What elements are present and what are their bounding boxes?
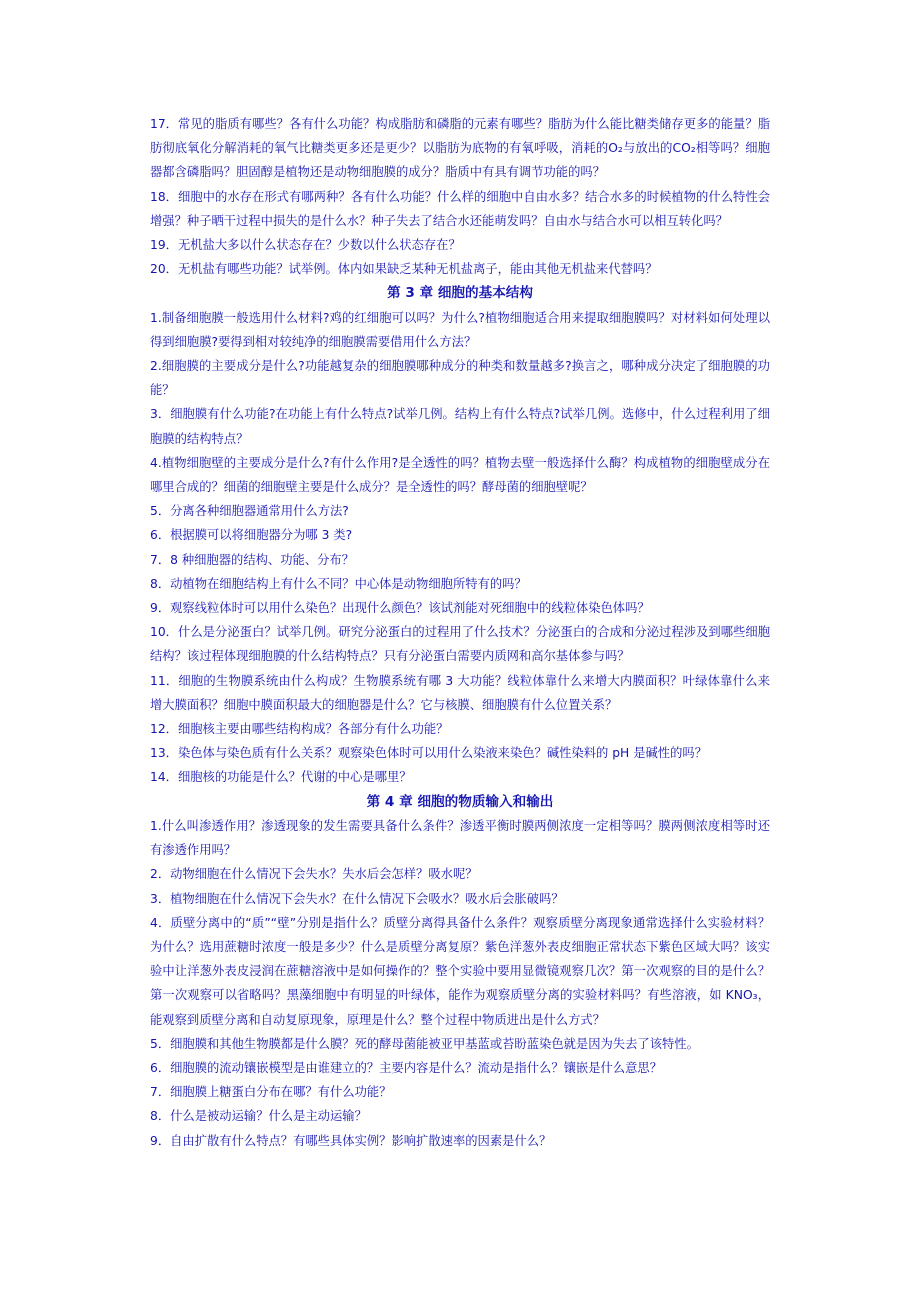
question-2-20: 20．无机盐有哪些功能？试举例。体内如果缺乏某种无机盐离子，能由其他无机盐来代替吗？ bbox=[150, 262, 658, 277]
question-2-19: 19．无机盐大多以什么状态存在？少数以什么状态存在？ bbox=[150, 238, 461, 253]
question-3-4: 4.植物细胞壁的主要成分是什么?有什么作用?是全透性的吗？植物去壁一般选择什么酶？构成植物的细胞壁成分在哪里合成的？细菌的细胞壁主要是什么成分？是全透性的吗？酵母菌的细胞壁呢？ bbox=[150, 455, 770, 495]
question-2-17: 17．常见的脂质有哪些？各有什么功能？构成脂肪和磷脂的元素有哪些？脂肪为什么能比糖类储存更多的能量？脂肪彻底氧化分解消耗的氧气比糖类更多还是更少？以脂肪为底物的有氧呼吸，消耗的O₂与放出的CO₂相等吗？细胞器都含磷脂吗？胆固醇是植物还是动物细胞膜的成分？脂质中有具有调节功能的吗？ bbox=[150, 117, 770, 180]
document-page bbox=[150, 112, 770, 1153]
question-3-1: 1.制备细胞膜一般选用什么材料?鸡的红细胞可以吗？为什么?植物细胞适合用来提取细胞膜吗？对材料如何处理以得到细胞膜?要得到相对较纯净的细胞膜需要借用什么方法？ bbox=[150, 310, 770, 349]
chapter-4-heading: 第 4 章 细胞的物质输入和输出 bbox=[366, 793, 554, 810]
chapter-3-heading: 第 3 章 细胞的基本结构 bbox=[387, 285, 533, 302]
question-4-5: 5．细胞膜和其他生物膜都是什么膜？死的酵母菌能被亚甲基蓝或苔盼蓝染色就是因为失去了该特性。 bbox=[150, 1036, 699, 1051]
question-2-18: 18．细胞中的水存在形式有哪两种？各有什么功能？什么样的细胞中自由水多？结合水多的时候植物的什么特性会增强？种子晒干过程中损失的是什么水？种子失去了结合水还能萌发吗？自由水与结合水可以相互转化吗？ bbox=[150, 189, 770, 228]
question-4-2: 2．动物细胞在什么情况下会失水？失水后会怎样？吸水呢？ bbox=[150, 867, 478, 882]
question-4-6: 6．细胞膜的流动镶嵌模型是由谁建立的？主要内容是什么？流动是指什么？镶嵌是什么意思？ bbox=[150, 1060, 662, 1075]
question-4-3: 3．植物细胞在什么情况下会失水？在什么情况下会吸水？吸水后会胀破吗？ bbox=[150, 891, 564, 906]
chapter-3-questions bbox=[150, 306, 770, 790]
question-3-14: 14．细胞核的功能是什么？代谢的中心是哪里？ bbox=[150, 770, 412, 785]
question-3-2: 2.细胞膜的主要成分是什么?功能越复杂的细胞膜哪种成分的种类和数量越多?换言之，哪种成分决定了细胞膜的功能？ bbox=[150, 359, 770, 398]
question-3-12: 12．细胞核主要由哪些结构构成？各部分有什么功能？ bbox=[150, 722, 449, 737]
question-3-5: 5．分离各种细胞器通常用什么方法? bbox=[150, 504, 349, 519]
question-3-7: 7．8 种细胞器的结构、功能、分布？ bbox=[150, 552, 355, 567]
question-3-8: 8．动植物在细胞结构上有什么不同？中心体是动物细胞所特有的吗？ bbox=[150, 576, 527, 591]
question-3-13: 13．染色体与染色质有什么关系？观察染色体时可以用什么染液来染色？碱性染料的 pH 是碱性的吗？ bbox=[150, 746, 707, 761]
question-3-3: 3．细胞膜有什么功能?在功能上有什么特点?试举几例。结构上有什么特点?试举几例。选修中，什么过程利用了细胞膜的结构特点？ bbox=[150, 407, 770, 446]
section-2-tail bbox=[150, 112, 770, 281]
question-4-9: 9．自由扩散有什么特点？有哪些具体实例？影响扩散速率的因素是什么？ bbox=[150, 1133, 552, 1148]
question-4-4: 4．质壁分离中的“质”“壁”分别是指什么？质壁分离得具备什么条件？观察质壁分离现象通常选择什么实验材料？为什么？选用蔗糖时浓度一般是多少？什么是质壁分离复原？紫色洋葱外表皮细胞正常状态下紫色区域大吗？该实验中让洋葱外表皮浸润在蔗糖溶液中是如何操作的？整个实验中要用显微镜观察几次？第一次观察的目的是什么？第一次观察可以省略吗？黑藻细胞中有明显的叶绿体，能作为观察质壁分离的实验材料吗？有些溶液，如 KNO₃，能观察到质壁分离和自动复原现象，原理是什么？整个过程中物质进出是什么方式？ bbox=[150, 915, 770, 1027]
question-3-10: 10．什么是分泌蛋白？试举几例。研究分泌蛋白的过程用了什么技术？分泌蛋白的合成和分泌过程涉及到哪些细胞结构？该过程体现细胞膜的什么结构特点？只有分泌蛋白需要内质网和高尔基体参与吗？ bbox=[150, 625, 770, 664]
question-4-1: 1.什么叫渗透作用？渗透现象的发生需要具备什么条件？渗透平衡时膜两侧浓度一定相等吗？膜两侧浓度相等时还有渗透作用吗？ bbox=[150, 818, 770, 858]
question-3-11: 11．细胞的生物膜系统由什么构成？生物膜系统有哪 3 大功能？线粒体靠什么来增大内膜面积？叶绿体靠什么来增大膜面积？细胞中膜面积最大的细胞器是什么？它与核膜、细胞膜有什么位置关系？ bbox=[150, 673, 770, 712]
question-4-8: 8．什么是被动运输？什么是主动运输？ bbox=[150, 1109, 367, 1124]
question-3-9: 9．观察线粒体时可以用什么染色？出现什么颜色？该试剂能对死细胞中的线粒体染色体吗？ bbox=[150, 601, 650, 616]
question-4-7: 7．细胞膜上糖蛋白分布在哪？有什么功能？ bbox=[150, 1085, 392, 1100]
question-3-6: 6．根据膜可以将细胞器分为哪 3 类? bbox=[150, 528, 353, 543]
chapter-4-questions bbox=[150, 814, 770, 1153]
